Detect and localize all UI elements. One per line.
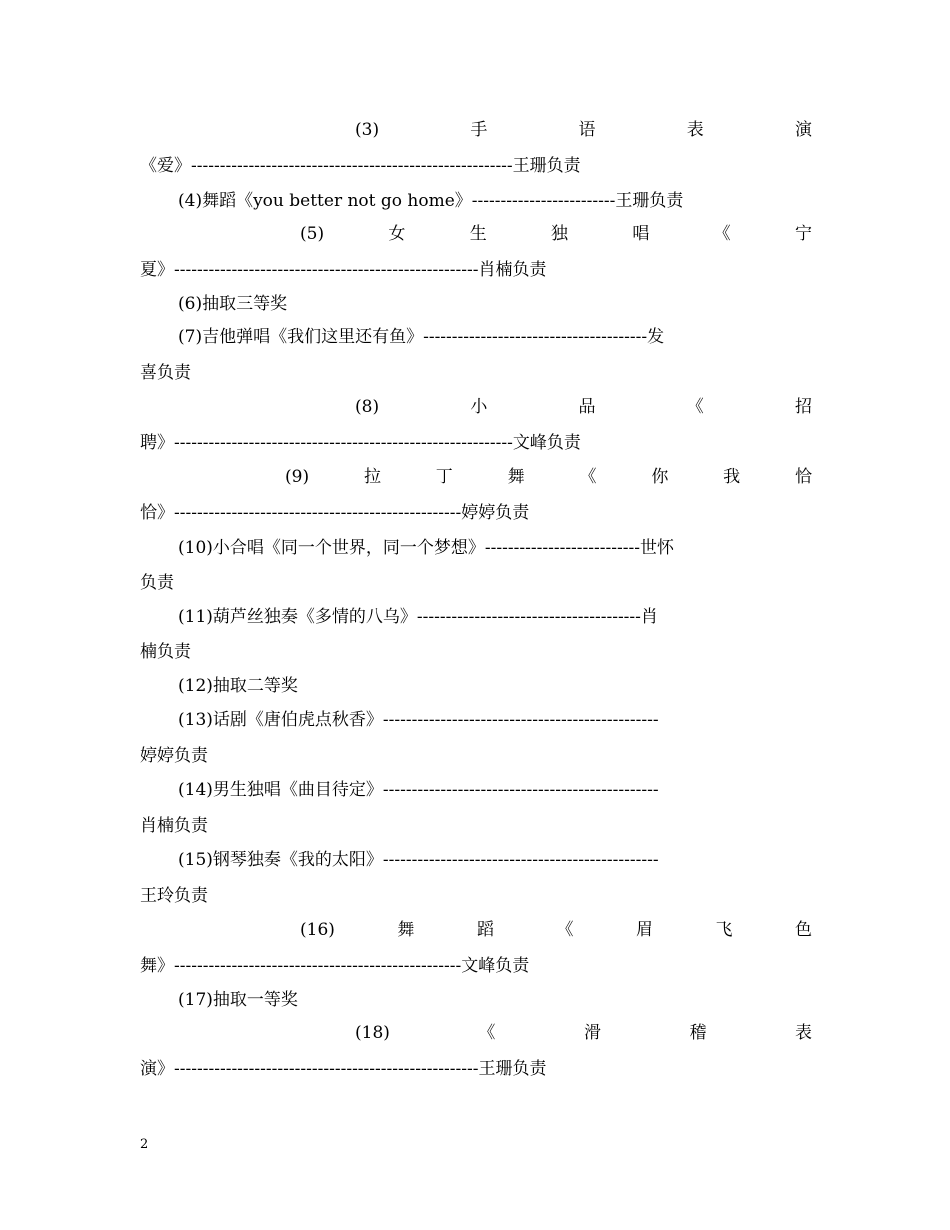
program-line bbox=[355, 1021, 812, 1045]
program-line: 楠负责 bbox=[140, 642, 191, 662]
line-segment: 小 bbox=[470, 397, 488, 417]
line-segment: (16) bbox=[300, 920, 335, 940]
line-segment: 招 bbox=[794, 397, 812, 417]
line-segment: 舞 bbox=[397, 920, 415, 940]
program-line bbox=[300, 918, 812, 942]
line-segment: 色 bbox=[795, 920, 812, 940]
line-segment: 拉 bbox=[363, 467, 381, 487]
line-segment: 眉 bbox=[635, 920, 653, 940]
program-line: 负责 bbox=[140, 573, 174, 593]
line-segment: 稽 bbox=[689, 1023, 707, 1043]
line-segment: 手 bbox=[470, 120, 488, 140]
program-line: 肖楠负责 bbox=[140, 816, 208, 836]
line-segment: 舞 bbox=[507, 467, 525, 487]
program-line: (11)葫芦丝独奏《多情的八乌》---------------------------------------肖 bbox=[178, 607, 658, 627]
line-segment: 语 bbox=[578, 120, 596, 140]
program-line: (6)抽取三等奖 bbox=[178, 294, 288, 314]
line-segment: 生 bbox=[469, 224, 487, 244]
line-segment: 独 bbox=[551, 224, 569, 244]
line-segment: 《 bbox=[686, 397, 704, 417]
line-segment: (8) bbox=[355, 397, 380, 417]
program-line bbox=[355, 395, 812, 419]
program-line bbox=[285, 465, 812, 489]
line-segment: 宁 bbox=[794, 224, 812, 244]
line-segment: 丁 bbox=[435, 467, 453, 487]
line-segment: 你 bbox=[651, 467, 669, 487]
line-segment: 表 bbox=[794, 1023, 812, 1043]
program-line: (7)吉他弹唱《我们这里还有鱼》---------------------------------------发 bbox=[178, 327, 665, 347]
program-line: 聘》-----------------------------------------------------------文峰负责 bbox=[140, 433, 581, 453]
line-segment: 唱 bbox=[632, 224, 650, 244]
program-line: (13)话剧《唐伯虎点秋香》------------------------------------------------ bbox=[178, 710, 659, 730]
line-segment: 《 bbox=[478, 1023, 496, 1043]
line-segment: 蹈 bbox=[476, 920, 494, 940]
line-segment: 演 bbox=[794, 120, 812, 140]
line-segment: (3) bbox=[355, 120, 380, 140]
line-segment: 表 bbox=[686, 120, 704, 140]
program-line bbox=[300, 222, 812, 246]
line-segment: 女 bbox=[388, 224, 406, 244]
program-line: 演》-----------------------------------------------------王珊负责 bbox=[140, 1059, 547, 1079]
line-segment: 品 bbox=[578, 397, 596, 417]
program-line: (17)抽取一等奖 bbox=[178, 990, 298, 1010]
program-line: 婷婷负责 bbox=[140, 746, 208, 766]
program-line: 喜负责 bbox=[140, 363, 191, 383]
program-line: 《爱》--------------------------------------------------------王珊负责 bbox=[140, 156, 581, 176]
line-segment: 《 bbox=[579, 467, 597, 487]
line-segment: 《 bbox=[556, 920, 574, 940]
line-segment: 恰 bbox=[795, 467, 812, 487]
program-line: 夏》-----------------------------------------------------肖楠负责 bbox=[140, 260, 547, 280]
line-segment: 飞 bbox=[715, 920, 733, 940]
program-line: (10)小合唱《同一个世界，同一个梦想》---------------------------世怀 bbox=[178, 538, 674, 558]
program-line: 王玲负责 bbox=[140, 886, 208, 906]
line-segment: 《 bbox=[713, 224, 731, 244]
program-line: (4)舞蹈《you better not go home》-------------------------王珊负责 bbox=[178, 191, 684, 211]
program-line: (14)男生独唱《曲目待定》------------------------------------------------ bbox=[178, 780, 659, 800]
line-segment: (5) bbox=[300, 224, 325, 244]
program-line: 舞》--------------------------------------------------文峰负责 bbox=[140, 956, 530, 976]
program-line: 恰》--------------------------------------------------婷婷负责 bbox=[140, 503, 530, 523]
program-line: (15)钢琴独奏《我的太阳》------------------------------------------------ bbox=[178, 850, 659, 870]
program-line bbox=[355, 118, 812, 142]
program-line: (12)抽取二等奖 bbox=[178, 676, 298, 696]
line-segment: 我 bbox=[723, 467, 741, 487]
page-number: 2 bbox=[140, 1137, 149, 1152]
line-segment: 滑 bbox=[583, 1023, 601, 1043]
line-segment: (18) bbox=[355, 1023, 390, 1043]
line-segment: (9) bbox=[285, 467, 310, 487]
